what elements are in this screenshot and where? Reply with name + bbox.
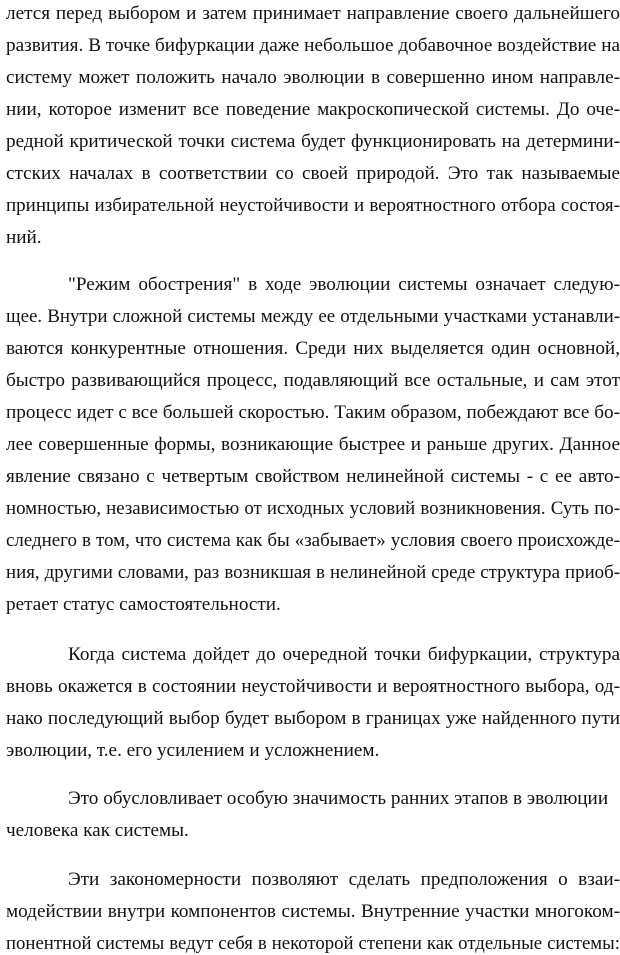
text-line: нии, которое изменит все поведение макроскопической системы. До оче- bbox=[6, 99, 620, 120]
text-line: редной критической точки система будет функционировать на детермини- bbox=[6, 131, 620, 152]
text-line: следнего в том, что система как бы «забывает» условия своего происхожде- bbox=[6, 530, 620, 551]
text-line: ретает статус самостоятельности. bbox=[6, 594, 281, 615]
text-line: лее совершенные формы, возникающие быстрее и раньше других. Данное bbox=[6, 434, 620, 455]
text-line: "Режим обострения" в ходе эволюции системы означает следую- bbox=[68, 274, 620, 295]
text-line: понентной системы ведут себя в некоторой степени как отдельные системы: bbox=[6, 933, 620, 954]
text-line: вновь окажется в состоянии неустойчивости и вероятностного выбора, од- bbox=[6, 676, 620, 697]
text-line: ваются конкурентные отношения. Среди них выделяется один основной, bbox=[6, 338, 620, 359]
text-line: модействии внутри компонентов системы. Внутренние участки многоком- bbox=[6, 901, 620, 922]
text-line: принципы избирательной неустойчивости и вероятностного отбора состоя- bbox=[6, 195, 620, 216]
text-line: Когда система дойдет до очередной точки бифуркации, структура bbox=[68, 644, 620, 665]
text-line: процесс идет с все большей скоростью. Таким образом, побеждают все бо- bbox=[6, 402, 620, 423]
text-line: щее. Внутри сложной системы между ее отдельными участками устанавли- bbox=[6, 306, 620, 327]
text-line: развития. В точке бифуркации даже небольшое добавочное воздействие на bbox=[6, 35, 620, 56]
text-line: лется перед выбором и затем принимает направление своего дальнейшего bbox=[6, 3, 620, 24]
text-line: Это обусловливает особую значимость ранних этапов в эволюции bbox=[68, 788, 609, 809]
text-line: эволюции, т.е. его усилением и усложнением. bbox=[6, 740, 380, 761]
text-line: ния, другими словами, раз возникшая в нелинейной среде структура приоб- bbox=[6, 562, 620, 583]
text-line: стских началах в соответствии со своей природой. Это так называемые bbox=[6, 163, 620, 184]
text-line: быстро развивающийся процесс, подавляющий все остальные, и сам этот bbox=[6, 370, 620, 391]
text-line: Эти закономерности позволяют сделать предположения о взаи- bbox=[68, 869, 620, 890]
text-line: человека как системы. bbox=[6, 820, 189, 841]
text-line: номностью, независимостью от исходных условий возникновения. Суть по- bbox=[6, 498, 620, 519]
text-line: ний. bbox=[6, 227, 42, 248]
text-line: систему может положить начало эволюции в совершенно ином направле- bbox=[6, 67, 620, 88]
text-line: нако последующий выбор будет выбором в границах уже найденного пути bbox=[6, 708, 620, 729]
text-line: явление связано с четвертым свойством нелинейной системы - с ее авто- bbox=[6, 466, 620, 487]
